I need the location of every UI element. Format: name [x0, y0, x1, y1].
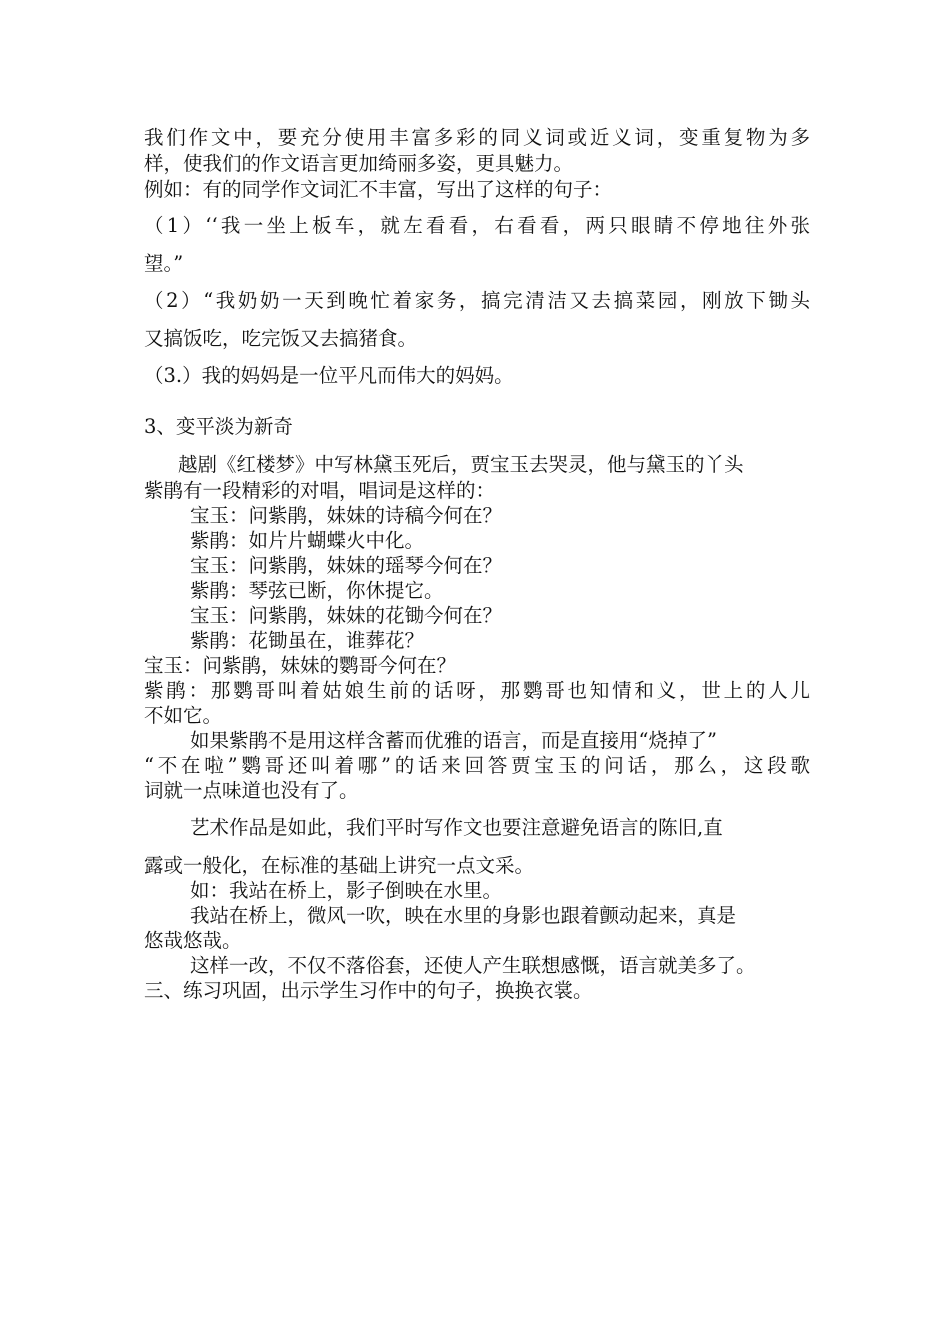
paragraph-line: 露或一般化，在标准的基础上讲究一点文采。 [144, 854, 535, 877]
lyric-line: 不如它。 [144, 704, 223, 727]
lyric-line: 宝玉：问紫鹃，妹妹的花锄今何在？ [190, 604, 503, 627]
example-line: （2）“我奶奶一天到晚忙着家务，搞完清洁又去搞菜园，刚放下锄头 [144, 289, 810, 312]
section-heading: 3、变平淡为新奇 [144, 415, 293, 438]
example-line: 又搞饭吃，吃完饭又去搞猪食。 [144, 327, 418, 350]
lyric-line: 紫鹃：花锄虽在，谁葬花？ [190, 629, 425, 652]
paragraph-line: 我站在桥上，微风一吹，映在水里的身影也跟着颤动起来，真是 [190, 904, 737, 927]
lyric-line: 宝玉：问紫鹃，妹妹的鹦哥今何在？ [144, 654, 457, 677]
paragraph-line: 例如：有的同学作文词汇不丰富，写出了这样的句子： [144, 178, 613, 201]
paragraph-line: 这样一改，不仅不落俗套，还使人产生联想感慨，语言就美多了。 [190, 954, 756, 977]
section-heading: 三、练习巩固，出示学生习作中的句子，换换衣裳。 [144, 979, 593, 1002]
lyric-line: 紫鹃：如片片蝴蝶火中化。 [190, 529, 425, 552]
paragraph-line: 紫鹃有一段精彩的对唱，唱词是这样的： [144, 479, 496, 502]
example-line: （1）‘‘我一坐上板车，就左看看，右看看，两只眼睛不停地往外张 [144, 214, 810, 237]
example-line: （3.）我的妈妈是一位平凡而伟大的妈妈。 [144, 364, 514, 387]
paragraph-line: 越剧《红楼梦》中写林黛玉死后，贾宝玉去哭灵，他与黛玉的丫头 [178, 453, 744, 476]
paragraph-line: 艺术作品是如此，我们平时写作文也要注意避免语言的陈旧,直 [190, 816, 723, 839]
example-line: 望。” [144, 252, 184, 275]
paragraph-line: 样，使我们的作文语言更加绮丽多姿，更具魅力。 [144, 152, 574, 175]
lyric-line: 宝玉：问紫鹃，妹妹的瑶琴今何在？ [190, 554, 503, 577]
paragraph-line: 如：我站在桥上，影子倒映在水里。 [190, 879, 503, 902]
lyric-line: 紫鹃：琴弦已断，你休提它。 [190, 579, 444, 602]
lyric-line: 紫鹃：那鹦哥叫着姑娘生前的话呀，那鹦哥也知情和义，世上的人儿 [144, 679, 810, 702]
paragraph-line: 词就一点味道也没有了。 [144, 779, 359, 802]
paragraph-line: 如果紫鹃不是用这样含蓄而优雅的语言，而是直接用“烧掉了” [190, 729, 717, 752]
lyric-line: 宝玉：问紫鹃，妹妹的诗稿今何在？ [190, 504, 503, 527]
paragraph-line: “不在啦”鹦哥还叫着哪”的话来回答贾宝玉的问话，那么，这段歌 [144, 754, 810, 777]
paragraph-line: 悠哉悠哉。 [144, 929, 242, 952]
paragraph-line: 我们作文中，要充分使用丰富多彩的同义词或近义词，变重复物为多 [144, 126, 810, 149]
